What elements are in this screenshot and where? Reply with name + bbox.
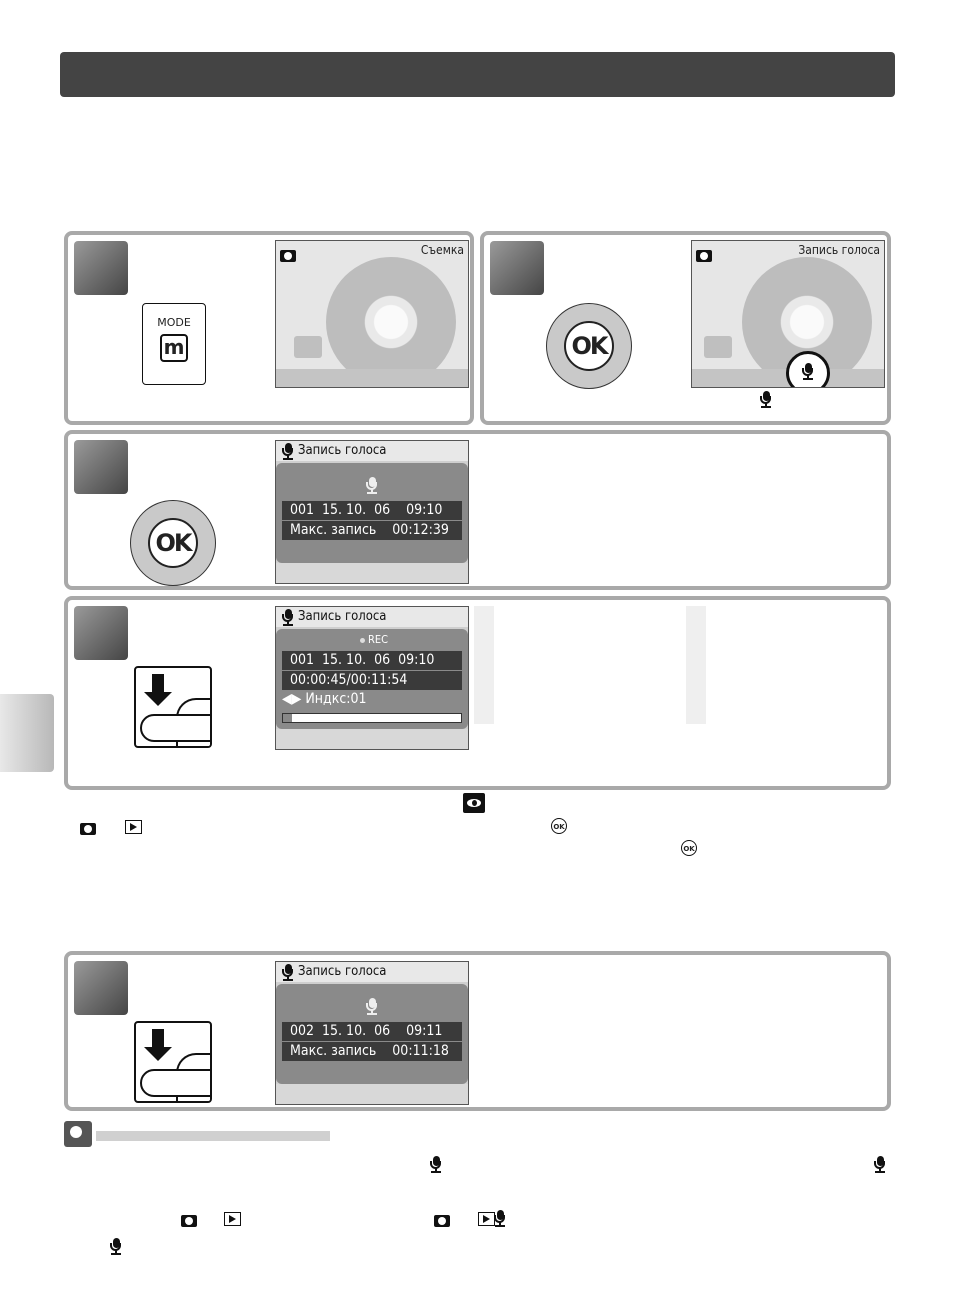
microphone-icon (282, 443, 294, 461)
mode-button-icon (142, 303, 206, 385)
screen-header (276, 441, 468, 461)
elapsed-time-line: 00:00:45/00:11:54 (282, 671, 462, 690)
chapter-tab (0, 694, 54, 772)
section-title-bar (60, 52, 895, 97)
camera-icon (434, 1215, 450, 1227)
step-panel-4 (64, 596, 891, 790)
step-number-5 (74, 961, 128, 1015)
microphone-icon (874, 1156, 886, 1174)
voice-recording-screen (275, 606, 469, 750)
index-label: Индкс:01 (305, 691, 367, 707)
index-line (282, 691, 367, 707)
microphone-icon (494, 1210, 506, 1228)
hint-icon (64, 1121, 92, 1147)
mode-selector-dial (326, 257, 456, 387)
screen-header (276, 607, 468, 627)
step-panel-1 (64, 231, 474, 425)
shutter-press-icon (134, 1021, 212, 1103)
microphone-icon (366, 477, 378, 495)
hint-title-bar (96, 1131, 330, 1141)
note-column-1 (474, 606, 494, 724)
shutter-press-icon (134, 666, 212, 748)
microphone-indexed-icon (110, 1238, 126, 1256)
step-number-1 (74, 241, 128, 295)
microphone-icon (366, 998, 378, 1016)
step-panel-2 (480, 231, 891, 425)
screen-title: Запись голоса (298, 609, 387, 624)
step-panel-5 (64, 951, 891, 1111)
recording-progress-bar (282, 713, 462, 723)
screen-footer (276, 729, 468, 749)
mode-label: MODE (157, 316, 191, 329)
play-icon (478, 1212, 495, 1226)
step-panel-3 (64, 430, 891, 590)
rec-label: REC (368, 633, 389, 646)
screen-title: Съемка (420, 243, 464, 257)
index-arrows-icon: ◀▶ (282, 691, 302, 707)
screen-title: Запись голоса (298, 964, 387, 979)
screen-title: Запись голоса (298, 443, 387, 458)
screen-header (276, 962, 468, 982)
shooting-menu-screen (275, 240, 469, 388)
camera-icon (280, 250, 296, 262)
screen-footer (276, 1084, 468, 1104)
microphone-icon (802, 363, 814, 381)
camera-icon (294, 336, 322, 358)
voice-select-screen (691, 240, 885, 388)
camera-icon (704, 336, 732, 358)
step-number-3 (74, 440, 128, 494)
m-button: m (160, 334, 188, 362)
ok-button-dial: OK (130, 500, 216, 586)
microphone-indexed-icon (430, 1156, 446, 1174)
voice-done-screen (275, 961, 469, 1105)
max-record-line: Макс. запись 00:12:39 (282, 521, 462, 540)
microphone-icon (282, 609, 294, 627)
voice-ready-screen (275, 440, 469, 584)
ok-circle-icon: OK (681, 840, 697, 856)
recording-info-line: 002 15. 10. 06 09:11 (282, 1022, 462, 1041)
play-icon (125, 820, 142, 834)
eye-icon (463, 793, 485, 813)
rec-indicator (360, 633, 388, 646)
step-number-2 (490, 241, 544, 295)
screen-footer (276, 369, 468, 387)
camera-icon (696, 250, 712, 262)
camera-icon (181, 1215, 197, 1227)
recording-progress-fill (283, 714, 292, 722)
screen-footer (276, 563, 468, 583)
ok-circle-icon: OK (551, 818, 567, 834)
note-column-2 (686, 606, 706, 724)
recording-info-line: 001 15. 10. 06 09:10 (282, 501, 462, 520)
microphone-icon (760, 391, 772, 409)
play-icon (224, 1212, 241, 1226)
ok-button-dial: OK (546, 303, 632, 389)
screen-title: Запись голоса (798, 243, 880, 257)
max-record-line: Макс. запись 00:11:18 (282, 1042, 462, 1061)
step-number-4 (74, 606, 128, 660)
microphone-icon (282, 964, 294, 982)
recording-info-line: 001 15. 10. 06 09:10 (282, 651, 462, 670)
camera-icon (80, 823, 96, 835)
